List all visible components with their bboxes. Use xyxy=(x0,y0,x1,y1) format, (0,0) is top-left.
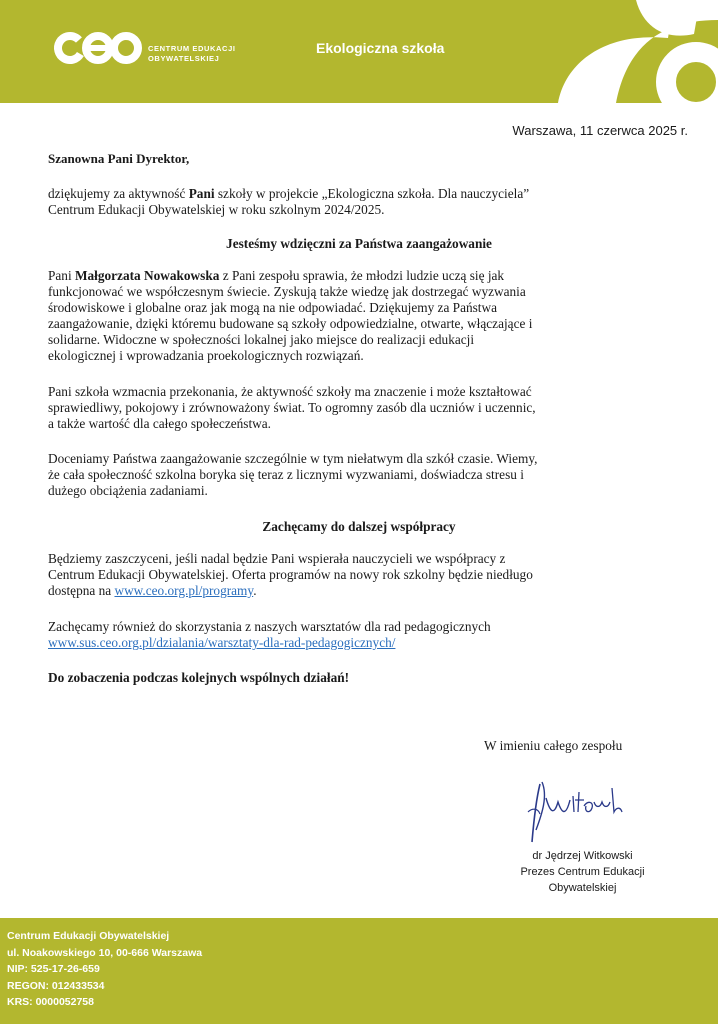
letterhead-banner xyxy=(0,0,718,103)
intro-text: dziękujemy za aktywność xyxy=(48,186,189,201)
footer-krs: KRS: 0000052758 xyxy=(7,996,94,1008)
letterhead-footer xyxy=(0,918,718,1024)
paragraph-appreciation xyxy=(48,451,678,499)
intro-paragraph xyxy=(48,186,678,218)
paragraph-teacher-line: solidarne. Widoczne w społeczności lokalnej jako miejsce do realizacji edukacji xyxy=(48,332,475,347)
paragraph-teacher-text: Pani xyxy=(48,268,75,283)
footer-contact xyxy=(7,928,202,1011)
paragraph-school-line: sprawiedliwy, pokojowy i zrównoważony świat. To ogromny zasób dla uczniów i uczennic, xyxy=(48,400,536,415)
paragraph-appreciation-line: że cała społeczność szkolna boryka się teraz z licznymi wyzwaniami, doświadcza stresu i xyxy=(48,467,524,482)
logo-org-line2: OBYWATELSKIEJ xyxy=(148,54,220,63)
signature-image xyxy=(518,778,628,846)
paragraph-programs-period: . xyxy=(253,583,257,598)
programs-link[interactable]: www.ceo.org.pl/programy xyxy=(114,583,254,598)
paragraph-workshops-line: Zachęcamy również do skorzystania z naszych warsztatów dla rad pedagogicznych xyxy=(48,619,491,634)
footer-nip: NIP: 525-17-26-659 xyxy=(7,963,100,975)
paragraph-workshops xyxy=(48,619,678,651)
intro-line2: Centrum Edukacji Obywatelskiej w roku szkolnym 2024/2025. xyxy=(48,202,385,217)
paragraph-programs-line: Będziemy zaszczyceni, jeśli nadal będzie Pani wspierała nauczycieli we współpracy z xyxy=(48,551,506,566)
paragraph-appreciation-line: dużego obciążenia zadaniami. xyxy=(48,483,208,498)
signer-block xyxy=(490,848,675,896)
signer-title: Prezes Centrum Edukacji xyxy=(520,866,645,878)
paragraph-programs-line xyxy=(48,583,678,599)
farewell: Do zobaczenia podczas kolejnych wspólnych działań! xyxy=(48,670,350,685)
paragraph-teacher-text-after: z Pani zespołu sprawia, że młodzi ludzie uczą się jak xyxy=(219,268,505,283)
paragraph-teacher-line: środowiskowe i globalne oraz jak mogą na nie odpowiadać. Dziękujemy za Państwa xyxy=(48,300,498,315)
footer-org: Centrum Edukacji Obywatelskiej xyxy=(7,930,170,942)
intro-text-after: szkoły w projekcie „Ekologiczna szkoła. Dla nauczyciela” xyxy=(214,186,530,201)
signer-title: Obywatelskiej xyxy=(548,882,617,894)
paragraph-workshops-line xyxy=(48,635,678,651)
section-heading-cooperation: Zachęcamy do dalszej współpracy xyxy=(262,519,456,534)
teacher-name: Małgorzata Nowakowska xyxy=(74,268,220,283)
intro-bold: Pani xyxy=(188,186,215,201)
workshops-link[interactable]: www.sus.ceo.org.pl/dzialania/warsztaty-dla-rad-pedagogicznych/ xyxy=(48,635,396,650)
decorative-shape xyxy=(518,0,718,103)
ceo-logo xyxy=(52,28,142,68)
paragraph-teacher-line: funkcjonować we współczesnym świecie. Zyskują także wiedzę jak dostrzegać wyzwania xyxy=(48,284,526,299)
paragraph-school-line: Pani szkoła wzmacnia przekonania, że aktywność szkoły ma znaczenie i może kształtować xyxy=(48,384,532,399)
paragraph-teacher-line: zaangażowanie, dzięki któremu budowane są szkoły odpowiedzialne, otwarte, włączające i xyxy=(48,316,533,331)
logo-org-line1: CENTRUM EDUKACJI xyxy=(148,44,236,53)
paragraph-teacher-line: ekologicznej i wprowadzania proekologicznych rozwiązań. xyxy=(48,348,364,363)
project-title: Ekologiczna szkoła xyxy=(316,40,445,56)
signer-name: dr Jędrzej Witkowski xyxy=(532,850,633,862)
section-heading-gratitude: Jesteśmy wdzięczni za Państwa zaangażowanie xyxy=(226,236,492,251)
letter-date: Warszawa, 11 czerwca 2025 r. xyxy=(512,123,688,138)
paragraph-teacher-line xyxy=(48,268,678,284)
greeting: Szanowna Pani Dyrektor, xyxy=(48,151,190,166)
footer-address: ul. Noakowskiego 10, 00-666 Warszawa xyxy=(7,946,203,959)
paragraph-teacher xyxy=(48,268,678,364)
paragraph-programs xyxy=(48,551,678,599)
paragraph-programs-line: Centrum Edukacji Obywatelskiej. Oferta programów na nowy rok szkolny będzie niedługo xyxy=(48,567,533,582)
paragraph-appreciation-line: Doceniamy Państwa zaangażowanie szczególnie w tym niełatwym dla szkół czasie. Wiemy, xyxy=(48,451,538,466)
paragraph-school xyxy=(48,384,678,432)
logo-org-name xyxy=(148,44,236,64)
paragraph-school-line: a także wartość dla całego społeczeństwa. xyxy=(48,416,271,431)
paragraph-programs-text: dostępna na xyxy=(48,583,115,598)
intro-line1 xyxy=(48,186,678,202)
closing-phrase: W imieniu całego zespołu xyxy=(484,738,623,753)
footer-regon: REGON: 012433534 xyxy=(7,979,105,992)
